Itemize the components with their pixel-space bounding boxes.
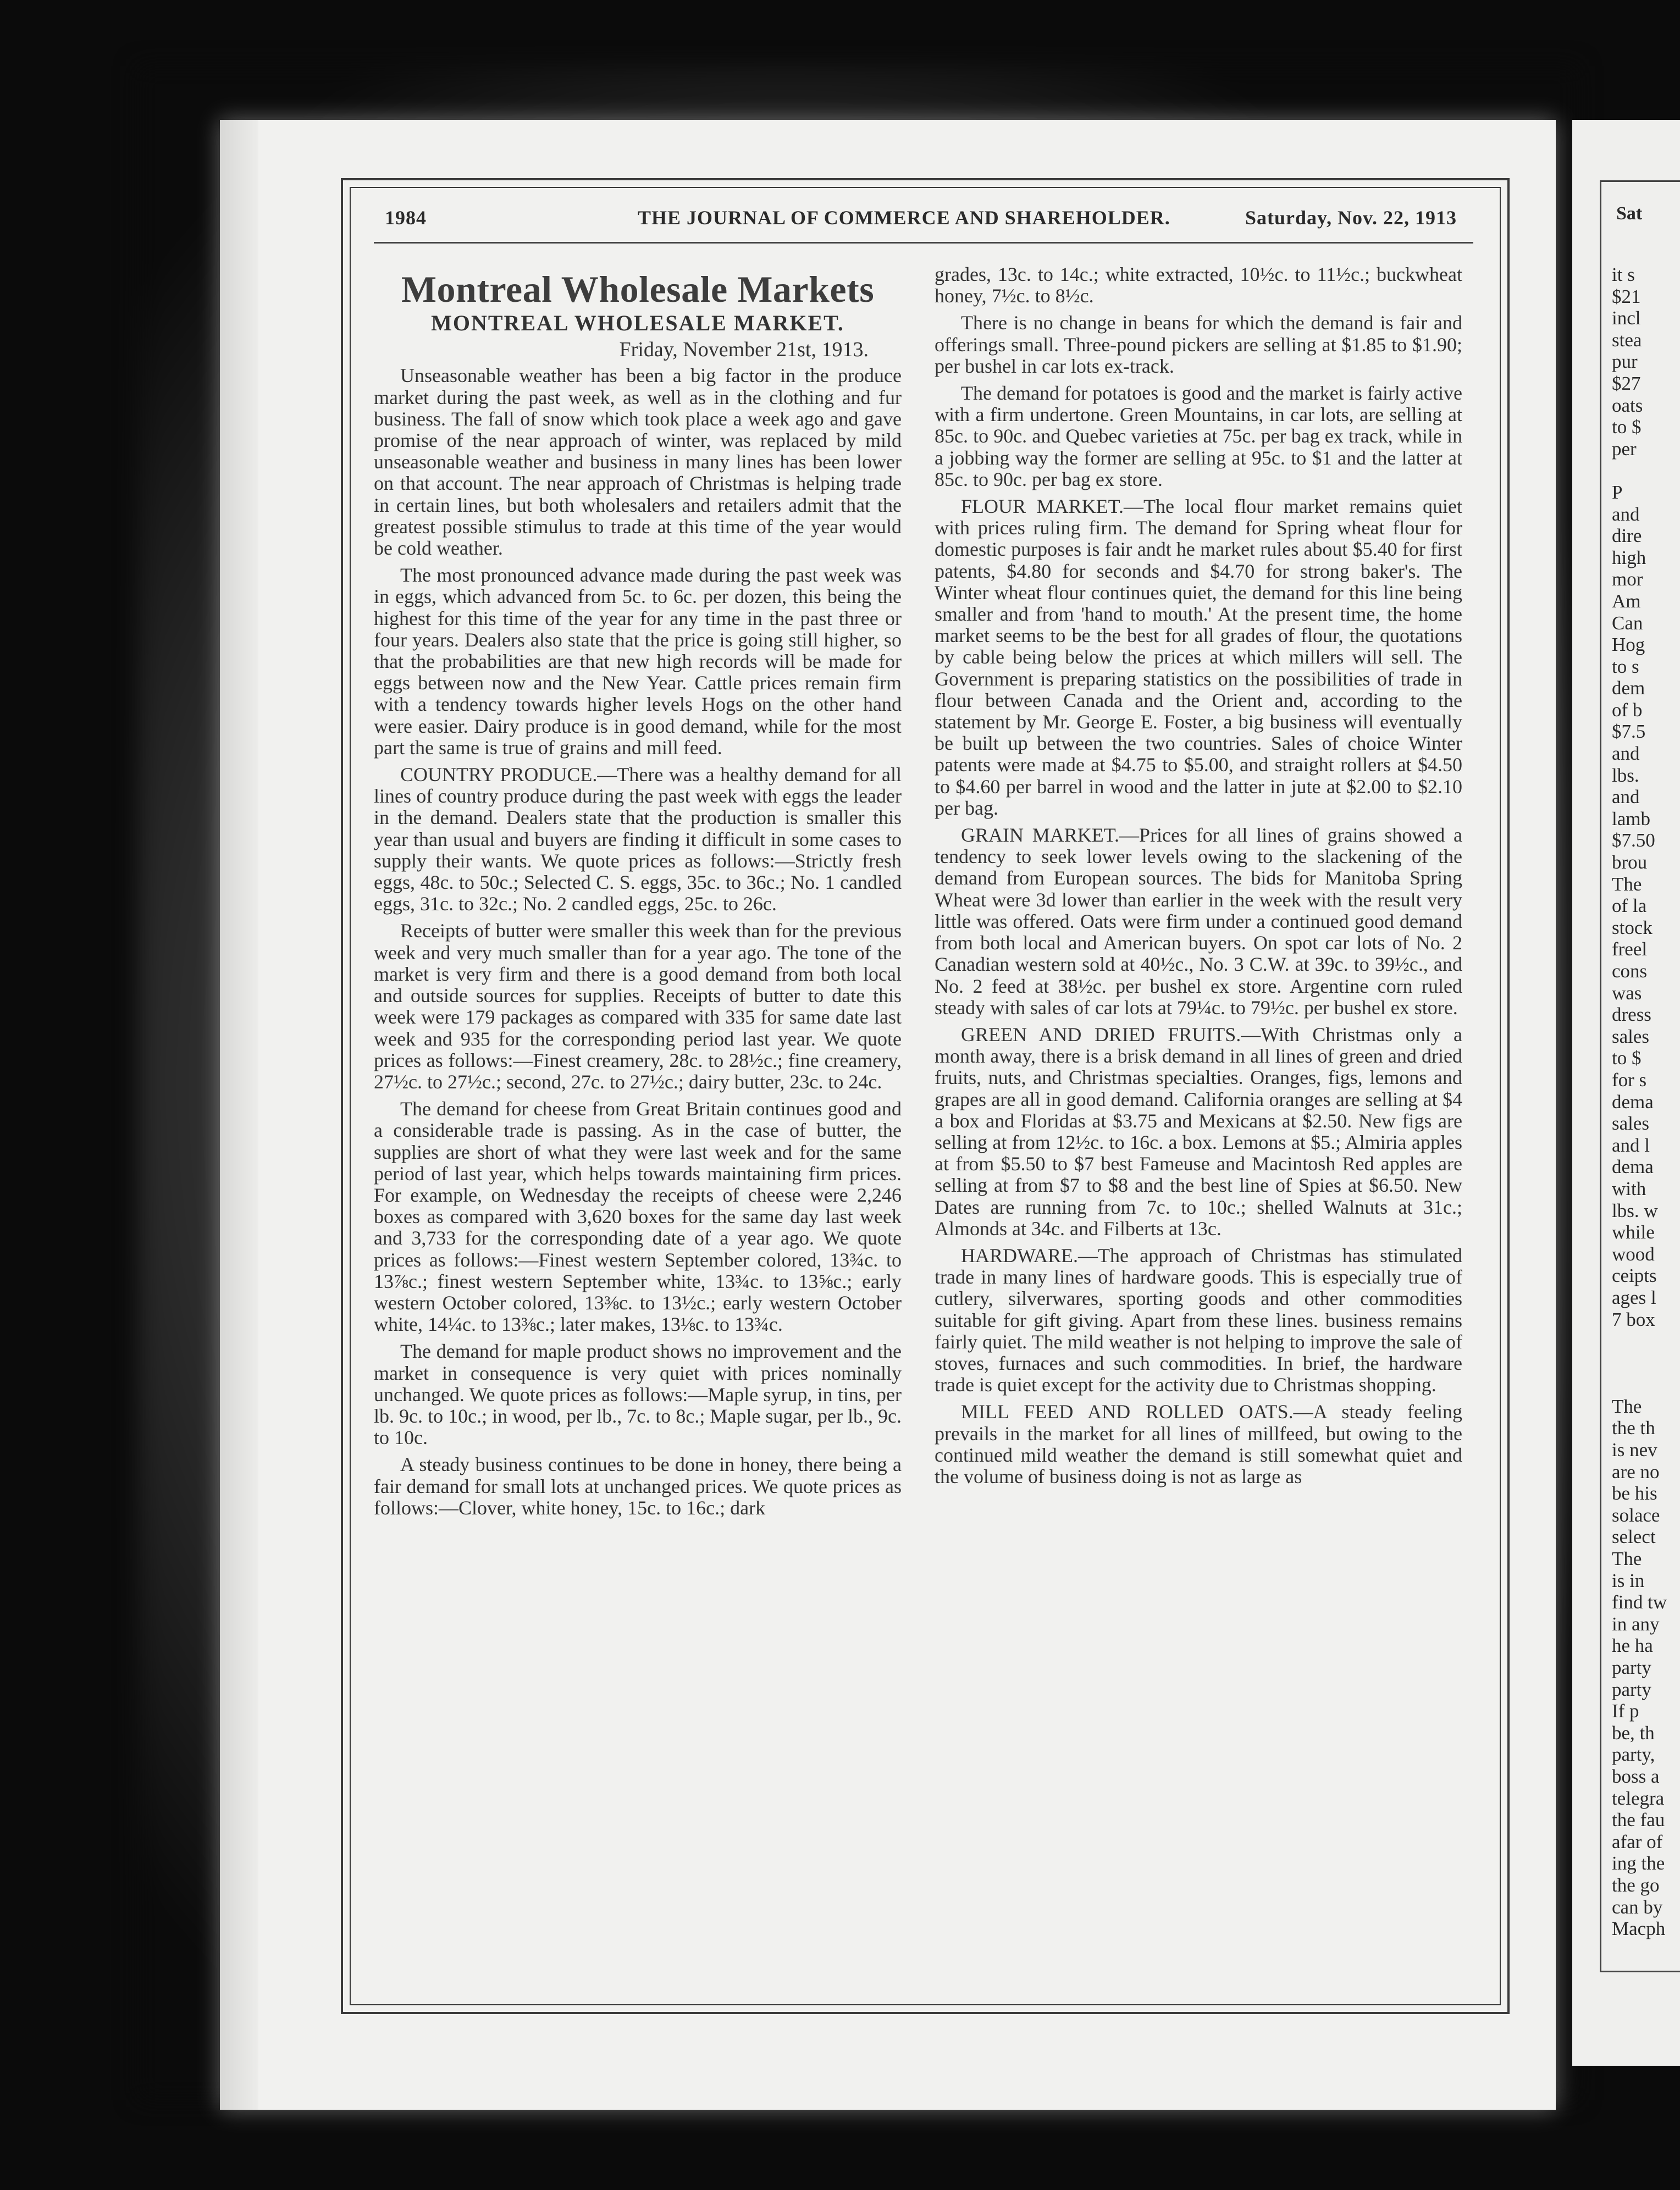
paragraph: Receipts of butter were smaller this week than for the previous week and very much smaller than for a year ago. The tone of the market is very firm and there is a good demand from both local and outside sources for supplies. Receipts of butter to date this week were 179 packages as compared with 335 for same date last week and 935 for the corresponding period last year. We quote prices as follows:—Finest creamery, 28c. to 28½c.; fine creamery, 27½c. to 27½c.; second, 27c. to 27½c.; dairy butter, 23c. to 24c. xyxy=(374,920,902,1093)
facing-page-line xyxy=(1612,1374,1680,1396)
left-column xyxy=(374,264,902,1524)
facing-page-line: afar of xyxy=(1612,1830,1663,1852)
header-rule xyxy=(374,242,1473,244)
facing-page-line: party, xyxy=(1612,1744,1655,1766)
facing-page-line: lbs. xyxy=(1612,764,1639,786)
facing-page-line: dema xyxy=(1612,1156,1654,1178)
facing-page-line xyxy=(1612,460,1680,482)
paragraph: GREEN AND DRIED FRUITS.—With Christmas only a month away, there is a brisk demand in all lines of green and dried fruits, nuts, and Christmas specialties. Oranges, figs, lemons and grapes are all in good demand. California oranges are selling at $4 a box and Floridas at $3.75 and Mexicans at $2.50. New figs are selling at from 12½c. to 16c. a box. Lemons at $5.; Almiria apples at from $5.50 to $7 best Fameuse and Macintosh Red apples are selling at from $7 to $8 and the best line of Spies at $6.50. New Dates are running from 7c. to 10c.; shelled Walnuts at 31c.; Almonds at 34c. and Filberts at 13c. xyxy=(935,1023,1462,1240)
facing-page xyxy=(1572,120,1680,2066)
facing-page-line: it s xyxy=(1612,264,1635,285)
facing-page-line: dire xyxy=(1612,525,1642,547)
facing-page-line: party xyxy=(1612,1678,1651,1700)
paragraph: The demand for maple product shows no improvement and the market in consequence is very quiet with prices nominally unchanged. We quote prices as follows:—Maple syrup, in tins, per lb. 9c. to 10c.; in wood, per lb., 7c. to 8c.; Maple sugar, per lb., 9c. to 10c. xyxy=(374,1340,902,1449)
facing-page-line: freel xyxy=(1612,938,1648,960)
paragraph: grades, 13c. to 14c.; white extracted, 10½c. to 11½c.; buckwheat honey, 7½c. to 8½c. xyxy=(935,263,1462,307)
facing-page-line: are no xyxy=(1612,1461,1660,1483)
facing-page-line: be, th xyxy=(1612,1722,1655,1744)
facing-page-line: find tw xyxy=(1612,1591,1667,1613)
facing-page-line: $21 xyxy=(1612,285,1641,307)
facing-page-line: The xyxy=(1612,873,1642,895)
journal-title: THE JOURNAL OF COMMERCE AND SHAREHOLDER. xyxy=(638,207,1170,229)
facing-page-line: the go xyxy=(1612,1874,1660,1896)
page-spine xyxy=(220,120,258,2110)
facing-page-line: Macph xyxy=(1612,1918,1666,1940)
article-title: Montreal Wholesale Markets xyxy=(401,268,875,310)
facing-page-line: in any xyxy=(1612,1613,1660,1635)
facing-page-line: the fau xyxy=(1612,1809,1665,1831)
facing-page-line: Can xyxy=(1612,612,1643,634)
facing-page-line: ceipts xyxy=(1612,1265,1657,1287)
facing-page-line: stea xyxy=(1612,329,1642,351)
paragraph: A steady business continues to be done in honey, there being a fair demand for small lots at unchanged prices. We quote prices as follows:—Clover, white honey, 15c. to 16c.; dark xyxy=(374,1453,902,1519)
facing-page-line: to $ xyxy=(1612,416,1642,438)
facing-page-line: party xyxy=(1612,1657,1651,1678)
facing-page-line: while xyxy=(1612,1221,1655,1243)
paragraph: GRAIN MARKET.—Prices for all lines of grains showed a tendency to seek lower levels owing to the slackening of the demand from European sources. The bids for Manitoba Spring Wheat were 3d lower than earlier in the week with the result very little was offered. Oats were firm under a continued good demand from both local and American buyers. On spot car lots of No. 2 Canadian western sold at 40½c., No. 3 C.W. at 39c. to 39½c., and No. 2 feed at 38½c. per bushel ex store. Argentine corn ruled steady with sales of car lots at 79¼c. to 79½c. per bushel ex store. xyxy=(935,824,1462,1019)
facing-page-line: ages l xyxy=(1612,1286,1656,1308)
page-number: 1984 xyxy=(385,207,427,229)
facing-page-line xyxy=(1612,1330,1680,1352)
facing-page-line: select xyxy=(1612,1526,1656,1548)
article-subtitle: MONTREAL WHOLESALE MARKET. xyxy=(431,311,844,335)
facing-page-line: brou xyxy=(1612,851,1648,873)
facing-page-line: ing the xyxy=(1612,1852,1665,1874)
paragraph: The demand for potatoes is good and the market is fairly active with a firm undertone. Green Mountains, in car lots, are selling at 85c. to 90c. and Quebec varieties at 75c. per bag ex track, while in a jobbing way the former are selling at 95c. to $1 and the latter at 85c. to 90c. per bag ex store. xyxy=(935,382,1462,490)
facing-page-line: Am xyxy=(1612,590,1641,612)
paragraph: The demand for cheese from Great Britain continues good and a considerable trade is passing. As in the case of butter, the supplies are short of what they were last week and for the same period of last year, which helps towards maintaining firm prices. For example, on Wednesday the receipts of cheese were 2,246 boxes as compared with 3,620 boxes for the same day last week and 3,733 for the corresponding date of a year ago. We quote prices as follows:—Finest western September colored, 13¾c. to 13⅞c.; finest western September white, 13¾c. to 13⅝c.; early western October colored, 13⅜c. to 13½c.; early western October white, 14¼c. to 13⅜c.; later makes, 13⅛c. to 13¾c. xyxy=(374,1098,902,1336)
right-column xyxy=(935,264,1462,1493)
facing-page-line: is in xyxy=(1612,1569,1645,1591)
running-header xyxy=(385,206,1457,234)
facing-page-line: he ha xyxy=(1612,1635,1653,1657)
facing-page-line: $27 xyxy=(1612,372,1641,394)
facing-page-line: high xyxy=(1612,546,1646,568)
paragraph: FLOUR MARKET.—The local flour market remains quiet with prices ruling firm. The demand for Spring wheat flour for domestic purposes is fair andt he market rules about $5.40 for first patents, $4.80 for seconds and $4.70 for strong baker's. The Winter wheat flour continues quiet, the demand for this line being smaller and from 'hand to mouth.' At the present time, the home market seems to be the best for all grades of flour, the quotations by cable being below the prices at which millers will sell. The Government is preparing statistics on the possibilities of trade in flour between Canada and the Orient and, according to the statement by Mr. George E. Foster, a big business will eventually be built up between the two countries. Sales of choice Winter patents were made at $4.75 to $5.00, and straight rollers at $4.50 to $4.60 per barrel in wood and the latter in jute at $2.00 to $2.10 per bag. xyxy=(935,495,1462,819)
facing-page-line: dema xyxy=(1612,1091,1654,1113)
facing-page-line: and xyxy=(1612,786,1640,808)
facing-page-line: sales xyxy=(1612,1113,1650,1135)
facing-page-line: be his xyxy=(1612,1483,1657,1505)
facing-page-line: and xyxy=(1612,743,1640,765)
facing-page-line: mor xyxy=(1612,568,1643,590)
facing-page-line: stock xyxy=(1612,916,1653,938)
facing-page-line: If p xyxy=(1612,1700,1639,1722)
facing-page-line: is nev xyxy=(1612,1439,1657,1461)
facing-page-line: telegra xyxy=(1612,1787,1665,1809)
facing-page-line: boss a xyxy=(1612,1765,1660,1787)
facing-page-line: $7.5 xyxy=(1612,721,1646,743)
facing-page-line: oats xyxy=(1612,394,1643,416)
facing-page-line: to s xyxy=(1612,655,1639,677)
facing-page-line: pur xyxy=(1612,351,1638,373)
facing-page-line: lbs. w xyxy=(1612,1199,1658,1221)
issue-date: Saturday, Nov. 22, 1913 xyxy=(1245,207,1457,229)
facing-page-line: lamb xyxy=(1612,808,1650,829)
facing-page-line: sales xyxy=(1612,1025,1650,1047)
facing-page-line: The xyxy=(1612,1548,1642,1570)
facing-page-line: per xyxy=(1612,438,1637,460)
facing-page-line: wood xyxy=(1612,1243,1655,1265)
paragraph: MILL FEED AND ROLLED OATS.—A steady feeling prevails in the market for all lines of millfeed, but owing to the continued mild weather the demand is still somewhat quiet and the volume of business doing is not as large as xyxy=(935,1401,1462,1487)
facing-page-line: dem xyxy=(1612,677,1645,699)
facing-page-line: dress xyxy=(1612,1004,1651,1026)
facing-page-line: solace xyxy=(1612,1504,1660,1526)
paragraph: There is no change in beans for which the demand is fair and offerings small. Three-pound pickers are selling at $1.85 to $1.90; per bushel in car lots ex-track. xyxy=(935,312,1462,377)
facing-page-line: $7.50 xyxy=(1612,829,1655,851)
facing-page-line: and xyxy=(1612,503,1640,525)
paragraph: The most pronounced advance made during the past week was in eggs, which advanced from 5c. to 6c. per dozen, this being the highest for this time of the year for any time in the past three or four years. Dealers also state that the price is going still higher, so that the probabilities are that new high records will be made for eggs between now and the New Year. Cattle prices remain firm with a tendency towards higher levels Hogs on the other hand were easier. Dairy produce is in good demand, while for the most part the same is true of grains and mill feed. xyxy=(374,564,902,759)
facing-page-line: to $ xyxy=(1612,1047,1642,1069)
facing-page-line: of la xyxy=(1612,895,1647,917)
facing-page-line: 7 box xyxy=(1612,1308,1655,1330)
facing-page-line: with xyxy=(1612,1177,1646,1199)
facing-page-line: P xyxy=(1612,481,1623,503)
facing-page-line: was xyxy=(1612,982,1642,1004)
facing-page-header: Sat xyxy=(1616,203,1643,224)
facing-page-line: cons xyxy=(1612,960,1648,982)
facing-page-line: incl xyxy=(1612,307,1641,329)
facing-page-line: the th xyxy=(1612,1417,1655,1439)
paragraph: Unseasonable weather has been a big factor in the produce market during the past week, as well as in the clothing and fur business. The fall of snow which took place a week ago and gave promise of the near approach of winter, was replaced by mild unseasonable weather and business in many lines has been lower on that account. The near approach of Christmas is helping trade in certain lines, but both wholesalers and retailers admit that the greatest possible stimulus to trade at this time of the year would be cold weather. xyxy=(374,364,902,560)
facing-page-line: can by xyxy=(1612,1896,1663,1918)
dateline: Friday, November 21st, 1913. xyxy=(619,338,869,362)
facing-page-line: of b xyxy=(1612,699,1643,721)
paragraph: COUNTRY PRODUCE.—There was a healthy demand for all lines of country produce during the past week with eggs the leader in the demand. Dealers state that the production is smaller this year than usual and buyers are finding it difficult in some cases to supply their wants. We quote prices as follows:—Strictly fresh eggs, 48c. to 50c.; Selected C. S. eggs, 35c. to 36c.; No. 1 candled eggs, 31c. to 32c.; No. 2 candled eggs, 25c. to 26c. xyxy=(374,764,902,915)
paragraph: HARDWARE.—The approach of Christmas has stimulated trade in many lines of hardware goods. This is especially true of cutlery, silverwares, sporting goods and other commodities suitable for gift giving. Apart from these lines. business remains fairly quiet. The mild weather is not helping to improve the sale of stoves, furnaces and such commodities. In brief, the hardware trade is quiet except for the activity due to Christmas shopping. xyxy=(935,1244,1462,1396)
facing-page-line: for s xyxy=(1612,1069,1647,1091)
facing-page-line: The xyxy=(1612,1395,1642,1417)
facing-page-line: and l xyxy=(1612,1134,1650,1156)
facing-page-line xyxy=(1612,1352,1680,1374)
facing-page-text xyxy=(1612,264,1680,1940)
facing-page-line: Hog xyxy=(1612,634,1645,656)
